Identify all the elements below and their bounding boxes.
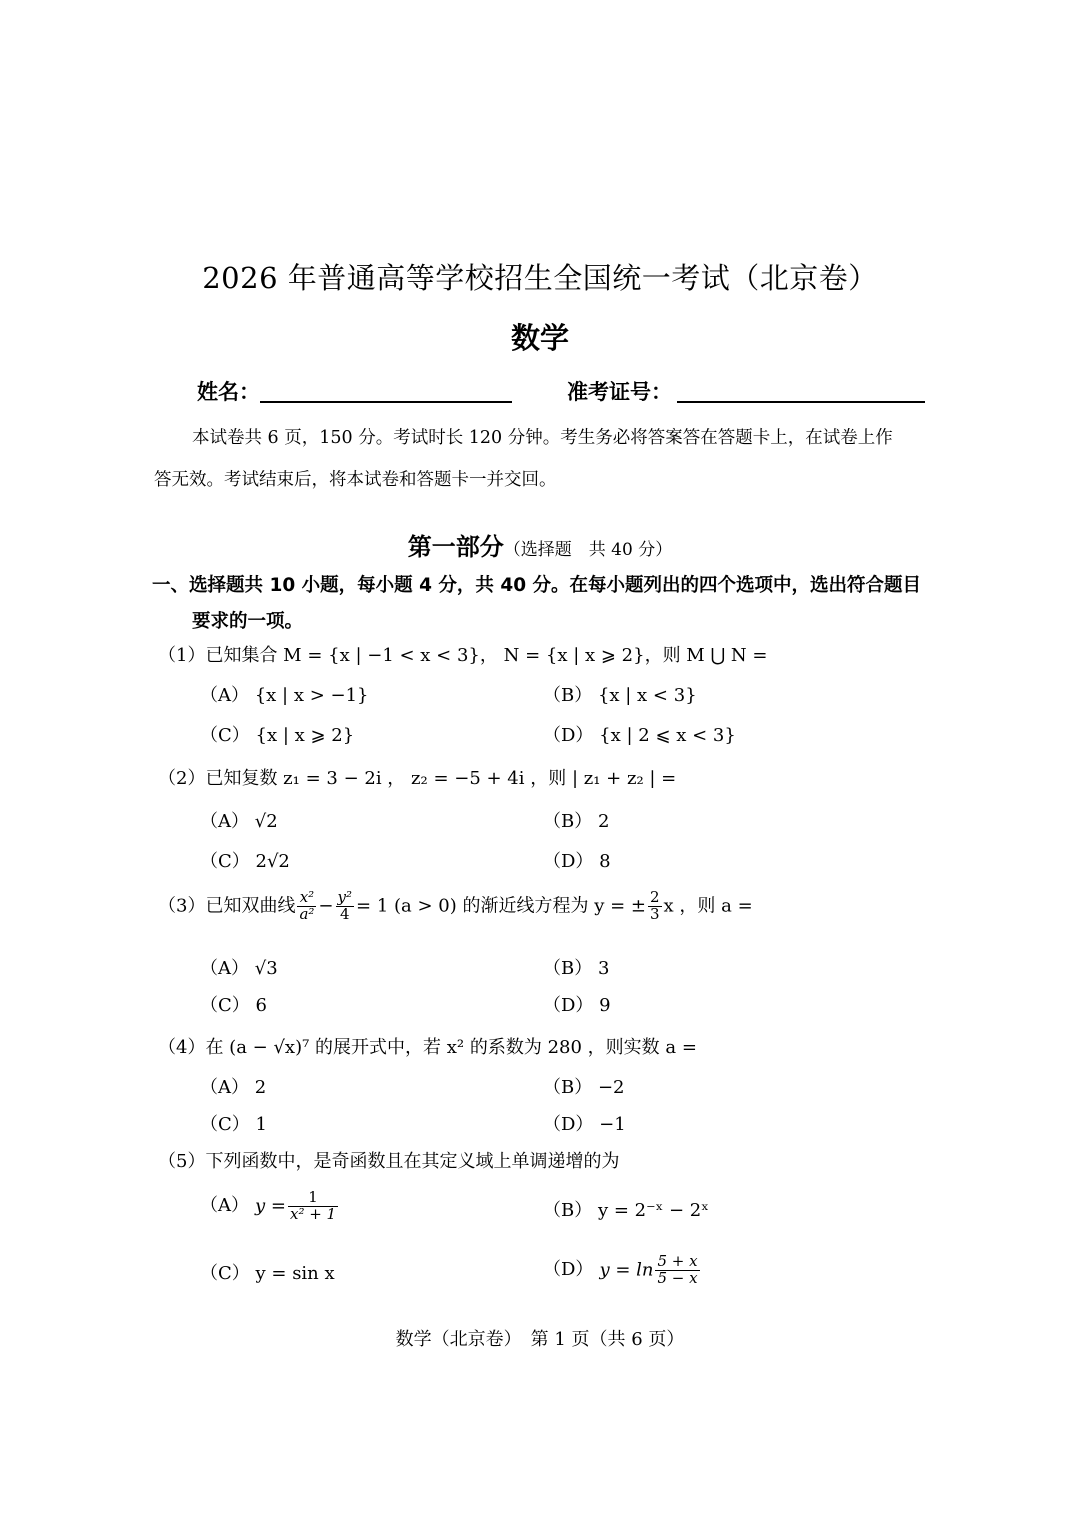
question-5-option-d-label: （D）	[543, 1259, 594, 1281]
question-5-option-a	[200, 1190, 340, 1223]
question-3-fraction-y	[336, 890, 355, 923]
notice-line-2: 答无效。考试结束后，将本试卷和答题卡一并交回。	[154, 470, 557, 490]
notice-line-1: 本试卷共 6 页，150 分。考试时长 120 分钟。考生务必将答案答在答题卡上，在试卷上作	[192, 428, 893, 448]
question-4-option-d: （D） −1	[543, 1114, 626, 1135]
subject-title	[0, 316, 1080, 357]
question-3-fraction-slope-den: 3	[649, 904, 660, 923]
question-3-option-c: （C） 6	[200, 995, 267, 1016]
question-5-option-d-fraction	[655, 1254, 699, 1287]
question-3-fraction-y-num: y²	[337, 888, 353, 906]
question-3-option-d: （D） 9	[543, 995, 611, 1016]
part-one-title: 第一部分	[407, 533, 504, 561]
question-2-stem: （2）已知复数 z₁ = 3 − 2i ， z₂ = −5 + 4i ，则 | z₁ + z₂ | =	[158, 768, 677, 789]
question-5-option-a-den: x² + 1	[289, 1204, 337, 1223]
question-3-fraction-y-den: 4	[339, 904, 350, 923]
question-3-fraction-slope-num: 2	[649, 888, 660, 906]
question-4-option-c: （C） 1	[200, 1114, 267, 1135]
question-2-option-a: （A） √2	[200, 811, 278, 832]
question-5-option-a-fraction	[288, 1190, 338, 1223]
part-one-subtitle: （选择题 共 40 分）	[503, 540, 673, 560]
question-1-option-d: （D） {x | 2 ⩽ x < 3}	[543, 725, 736, 746]
question-5-option-a-num: 1	[288, 1190, 338, 1207]
section-instructions-line-1: 一、选择题共 10 小题，每小题 4 分，共 40 分。在每小题列出的四个选项中，选出符合题目	[152, 575, 922, 596]
question-2-option-c: （C） 2√2	[200, 851, 290, 872]
question-5-stem: （5）下列函数中，是奇函数且在其定义域上单调递增的为	[158, 1151, 620, 1172]
question-5-option-c: （C） y = sin x	[200, 1263, 335, 1284]
question-3-stem-suffix: x ，则 a =	[663, 895, 753, 917]
page-footer: 数学（北京卷） 第 1 页（共 6 页）	[395, 1329, 685, 1350]
question-4-option-b: （B） −2	[543, 1077, 625, 1098]
question-1-stem: （1）已知集合 M = {x | −1 < x < 3}， N = {x | x ⩾ 2}，则 M ⋃ N =	[158, 645, 768, 666]
question-5-option-a-prefix: y =	[255, 1195, 286, 1217]
question-3-option-b: （B） 3	[543, 958, 610, 979]
question-5-option-b: （B） y = 2⁻ˣ − 2ˣ	[543, 1200, 709, 1221]
section-instructions-line-2: 要求的一项。	[192, 611, 304, 632]
question-5-option-d-num: 5 + x	[657, 1252, 698, 1270]
name-label: 姓名：	[197, 380, 260, 404]
question-3-fraction-x	[297, 890, 316, 923]
question-5-option-d-den: 5 − x	[657, 1268, 698, 1287]
question-3-stem-middle: = 1 (a > 0) 的渐近线方程为 y = ±	[356, 895, 646, 917]
question-3-stem-prefix: （3）已知双曲线	[158, 895, 296, 917]
question-5-option-d-prefix: y = ln	[599, 1259, 654, 1281]
question-5-option-a-label: （A）	[200, 1195, 249, 1217]
question-1-option-a: （A） {x | x > −1}	[200, 685, 369, 706]
exam-id-blank-line	[677, 401, 925, 403]
question-3-stem	[158, 890, 753, 923]
name-blank-line	[260, 401, 512, 403]
question-2-option-b: （B） 2	[543, 811, 610, 832]
question-3-option-a: （A） √3	[200, 958, 278, 979]
question-3-fraction-x-num: x²	[297, 890, 316, 907]
question-2-option-d: （D） 8	[543, 851, 611, 872]
question-4-stem: （4）在 (a − √x)⁷ 的展开式中，若 x² 的系数为 280 ，则实数 a =	[158, 1037, 697, 1058]
question-1-option-b: （B） {x | x < 3}	[543, 685, 697, 706]
question-4-option-a: （A） 2	[200, 1077, 267, 1098]
exam-id-label: 准考证号：	[567, 380, 672, 404]
subject-text: 数学	[510, 321, 569, 355]
question-1-option-c: （C） {x | x ⩾ 2}	[200, 725, 355, 746]
part-one-heading	[0, 527, 1080, 562]
exam-title: 2026 年普通高等学校招生全国统一考试（北京卷）	[202, 261, 878, 295]
question-3-fraction-slope	[648, 890, 662, 923]
question-3-fraction-x-den: a²	[299, 904, 315, 923]
question-3-minus: −	[318, 895, 334, 917]
question-5-option-d	[543, 1254, 702, 1287]
